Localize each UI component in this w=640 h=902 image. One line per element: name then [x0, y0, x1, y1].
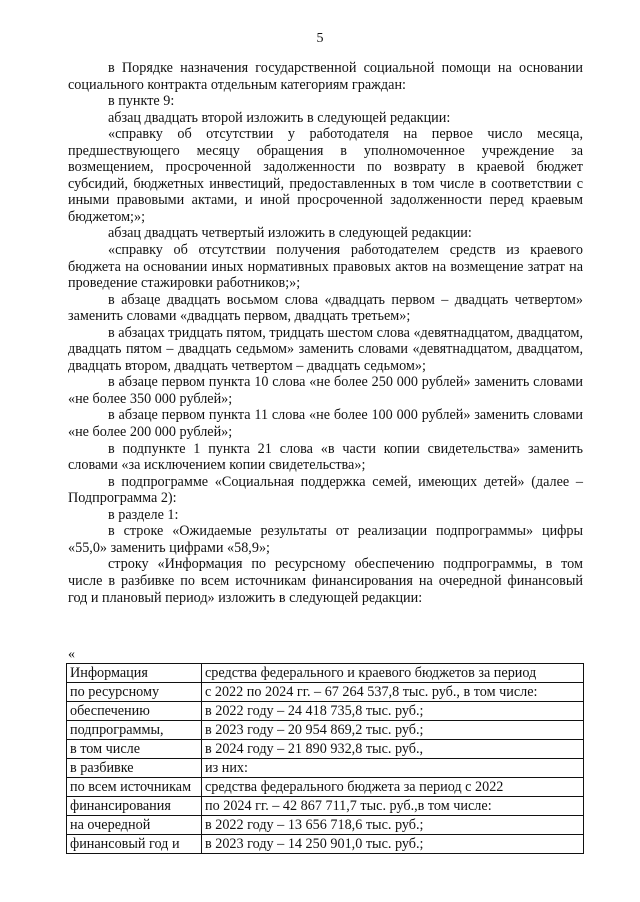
- table-cell-value: в 2022 году – 24 418 735,8 тыс. руб.;: [202, 702, 584, 721]
- paragraph: в абзаце первом пункта 11 слова «не более 100 000 рублей» заменить словами «не более 200 000 рублей»;: [68, 407, 583, 441]
- table-row: [67, 702, 584, 721]
- table-row: [67, 721, 584, 740]
- table-row: [67, 797, 584, 816]
- table-cell-label: на очередной: [67, 816, 202, 835]
- table-cell-value: в 2023 году – 14 250 901,0 тыс. руб.;: [202, 835, 584, 854]
- table-cell-value: в 2024 году – 21 890 932,8 тыс. руб.,: [202, 740, 584, 759]
- table-cell-label: Информация: [67, 664, 202, 683]
- table-cell-value: в 2023 году – 20 954 869,2 тыс. руб.;: [202, 721, 584, 740]
- paragraph: в абзаце двадцать восьмом слова «двадцать первом – двадцать четвертом» заменить словами «двадцать первом, двадцать третьем»;: [68, 291, 583, 325]
- paragraph: в абзаце первом пункта 10 слова «не более 250 000 рублей» заменить словами «не более 350 000 рублей»;: [68, 374, 583, 407]
- table-cell-label: обеспечению: [67, 702, 202, 721]
- paragraph: в подпункте 1 пункта 21 слова «в части копии свидетельства» заменить словами «за исключением копии свидетельства»;: [68, 440, 583, 474]
- paragraph: в пункте 9:: [108, 93, 175, 110]
- page-number: 5: [316, 31, 324, 46]
- paragraph: абзац двадцать второй изложить в следующей редакции:: [108, 109, 451, 126]
- paragraph: в разделе 1:: [108, 506, 179, 523]
- table-cell-label: в разбивке: [67, 759, 202, 778]
- table-row: [67, 759, 584, 778]
- table-cell-label: финансирования: [67, 797, 202, 816]
- table-cell-value: в 2022 году – 13 656 718,6 тыс. руб.;: [202, 816, 584, 835]
- table-cell-value: с 2022 по 2024 гг. – 67 264 537,8 тыс. руб., в том числе:: [202, 683, 584, 702]
- table-row: [67, 778, 584, 797]
- paragraph: «справку об отсутствии получения работодателем средств из краевого бюджета на основании иных нормативных правовых актов на возмещение затрат на проведение стажировки работников;»;: [68, 242, 583, 292]
- paragraph: в строке «Ожидаемые результаты от реализации подпрограммы» цифры «55,0» заменить цифрами «58,9»;: [68, 523, 583, 556]
- paragraph: в подпрограмме «Социальная поддержка семей, имеющих детей» (далее – Подпрограмма 2):: [68, 473, 583, 507]
- document-body: [68, 60, 583, 606]
- table-row: [67, 683, 584, 702]
- table-row: [67, 816, 584, 835]
- table-cell-label: по ресурсному: [67, 683, 202, 702]
- table-cell-value: по 2024 гг. – 42 867 711,7 тыс. руб.,в том числе:: [202, 797, 584, 816]
- table-cell-value: средства федерального бюджета за период с 2022: [202, 778, 584, 797]
- paragraph: в абзацах тридцать пятом, тридцать шестом слова «девятнадцатом, двадцатом, двадцать пятом – двадцать седьмом» заменить словами «девятнадцатом, двадцатом, двадцать втором, двадцать четвертом – двадцать седьмом»;: [68, 324, 583, 374]
- table-cell-value: из них:: [202, 759, 584, 778]
- paragraph: абзац двадцать четвертый изложить в следующей редакции:: [108, 225, 472, 242]
- table-cell-label: по всем источникам: [67, 778, 202, 797]
- table-cell-label: подпрограммы,: [67, 721, 202, 740]
- table-row: [67, 835, 584, 854]
- paragraph: в Порядке назначения государственной социальной помощи на основании социального контракта отдельным категориям граждан:: [68, 60, 583, 93]
- paragraph: строку «Информация по ресурсному обеспечению подпрограммы, в том числе в разбивке по всем источникам финансирования на очередной финансовый год и плановый период» изложить в следующей редакции:: [68, 556, 583, 606]
- quote-open-mark: «: [68, 647, 75, 662]
- table-row: [67, 664, 584, 683]
- table-cell-label: финансовый год и: [67, 835, 202, 854]
- table-cell-label: в том числе: [67, 740, 202, 759]
- table-cell-value: средства федерального и краевого бюджетов за период: [202, 664, 584, 683]
- resource-info-table: [66, 663, 584, 854]
- paragraph: «справку об отсутствии у работодателя на первое число месяца, предшествующего месяцу обращения в уполномоченное учреждение за возмещением, просроченной задолженности по возврату в краевой бюджет субсидий, бюджетных инвестиций, предоставленных в том числе в соответствии с иными правовыми актами, и иной просроченной задолженности перед краевым бюджетом;»;: [68, 126, 583, 225]
- table-row: [67, 740, 584, 759]
